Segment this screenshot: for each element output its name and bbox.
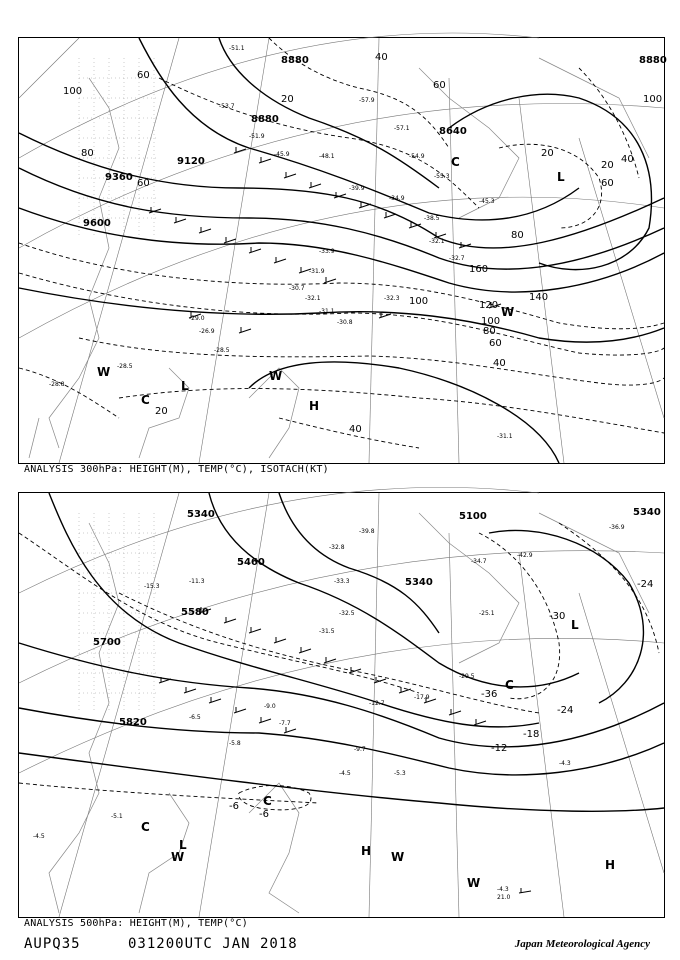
map-panel-500hpa xyxy=(18,492,665,918)
height-label: 5340 xyxy=(633,507,661,518)
height-label: 5340 xyxy=(187,509,215,520)
temp-label: -36 xyxy=(481,689,498,700)
high-center: H xyxy=(361,844,372,858)
warm-center: W xyxy=(467,876,481,890)
height-label: 5340 xyxy=(405,577,433,588)
height-label: 9360 xyxy=(105,172,133,183)
warm-center: W xyxy=(269,369,283,383)
isotach-label: 40 xyxy=(375,52,388,63)
temp-label: -18 xyxy=(523,729,540,740)
cold-center: C xyxy=(505,678,514,692)
wind-barbs xyxy=(159,607,486,733)
isotach-label: 100 xyxy=(643,94,663,105)
station-temp: -51.1 xyxy=(229,45,245,52)
station-temp: -57.9 xyxy=(359,97,375,104)
station-temp: -32.1 xyxy=(305,295,321,302)
station-temp: -7.7 xyxy=(279,720,291,727)
height-label: 5580 xyxy=(181,607,209,618)
caption-500hpa: ANALYSIS 500hPa: HEIGHT(M), TEMP(°C) xyxy=(24,918,248,929)
station-temp: -31.5 xyxy=(319,628,335,635)
station-temp: -54.9 xyxy=(409,153,425,160)
station-temp: -32.8 xyxy=(329,544,345,551)
station-temp: -33.9 xyxy=(319,248,335,255)
station-temp: -48.1 xyxy=(319,153,335,160)
valid-time: 031200UTC JAN 2018 xyxy=(128,936,298,952)
station-temp: -28.8 xyxy=(49,381,65,388)
isotach-label: 20 xyxy=(601,160,614,171)
station-temp: -55.3 xyxy=(434,173,450,180)
low-center: L xyxy=(181,379,189,393)
isotach-label: 140 xyxy=(529,292,549,303)
low-center: L xyxy=(571,618,579,632)
station-temp: -29.5 xyxy=(459,673,475,680)
station-temp: -25.1 xyxy=(479,610,495,617)
station-temp: -45.9 xyxy=(274,151,290,158)
isotach-label: 60 xyxy=(137,70,150,81)
height-contours xyxy=(19,38,664,463)
station-temp: -34.9 xyxy=(389,195,405,202)
station-temp: -32.5 xyxy=(339,610,355,617)
height-label: 5820 xyxy=(119,717,147,728)
isotach-label: 100 xyxy=(481,316,501,327)
station-temp: -38.5 xyxy=(424,215,440,222)
isotach-label: 80 xyxy=(81,148,94,159)
station-temp: -30.8 xyxy=(337,319,353,326)
station-temp: -33.3 xyxy=(334,578,350,585)
isotach-label: 60 xyxy=(489,338,502,349)
wind-barb xyxy=(519,888,531,893)
isotach-label: 60 xyxy=(137,178,150,189)
temp-label: -30 xyxy=(549,611,566,622)
station-temp: -57.1 xyxy=(394,125,410,132)
height-label: 8880 xyxy=(281,55,309,66)
isotach-label: 20 xyxy=(281,94,294,105)
height-label: 5460 xyxy=(237,557,265,568)
station-obs-dew: 21.0 xyxy=(497,894,511,901)
height-label: 8880 xyxy=(251,114,279,125)
isotach-label: 160 xyxy=(469,264,489,275)
isotach-label: 20 xyxy=(155,406,168,417)
cold-center: C xyxy=(263,794,272,808)
graticule xyxy=(19,33,664,463)
temp-label: -12 xyxy=(491,743,508,754)
station-temp: -15.3 xyxy=(144,583,160,590)
station-temp: -30.7 xyxy=(289,285,305,292)
cold-center: C xyxy=(451,155,460,169)
graticule xyxy=(19,487,664,917)
station-temp: -29.0 xyxy=(189,315,205,322)
cold-center: C xyxy=(141,820,150,834)
warm-center: W xyxy=(391,850,405,864)
station-temp: -4.5 xyxy=(33,833,45,840)
station-temp: -34.7 xyxy=(471,558,487,565)
temp-label: -6 xyxy=(259,809,269,820)
station-temp: -5.1 xyxy=(111,813,123,820)
station-temp: -28.5 xyxy=(214,347,230,354)
high-center: H xyxy=(605,858,616,872)
station-temp: -31.1 xyxy=(319,308,335,315)
height-label: 5700 xyxy=(93,637,121,648)
isotach-label: 60 xyxy=(601,178,614,189)
stipple-area xyxy=(79,513,159,713)
chart-id: AUPQ35 xyxy=(24,936,81,952)
caption-300hpa: ANALYSIS 300hPa: HEIGHT(M), TEMP(°C), ISOTACH(KT) xyxy=(24,464,329,475)
map-panel-300hpa xyxy=(18,37,665,464)
map-300hpa-svg xyxy=(19,38,667,463)
height-label: 9600 xyxy=(83,218,111,229)
height-label: 8880 xyxy=(639,55,667,66)
agency-name: Japan Meteorological Agency xyxy=(514,938,650,950)
station-temp: -4.5 xyxy=(339,770,351,777)
station-temp: -42.9 xyxy=(517,552,533,559)
height-label: 8640 xyxy=(439,126,467,137)
isotach-label: 80 xyxy=(483,326,496,337)
station-temp: -53.7 xyxy=(219,103,235,110)
station-temp: -31.9 xyxy=(309,268,325,275)
station-temp: -9.0 xyxy=(264,703,276,710)
map-500hpa-svg xyxy=(19,493,664,917)
station-obs-temp: -4.3 xyxy=(497,886,509,893)
station-temp: -5.8 xyxy=(229,740,241,747)
station-temp: -39.9 xyxy=(349,185,365,192)
station-temp: -9.7 xyxy=(354,746,366,753)
station-temp: -45.3 xyxy=(479,198,495,205)
temp-label: -6 xyxy=(229,801,239,812)
low-center: L xyxy=(557,170,565,184)
station-temp: -51.9 xyxy=(249,133,265,140)
station-temp: -36.9 xyxy=(609,524,625,531)
isotach-label: 80 xyxy=(511,230,524,241)
warm-center: W xyxy=(97,365,111,379)
isotach-label: 100 xyxy=(63,86,83,97)
isotach-label: 40 xyxy=(349,424,362,435)
isotach-label: 120 xyxy=(479,300,499,311)
station-temp: -4.3 xyxy=(559,760,571,767)
station-temp: -28.5 xyxy=(117,363,133,370)
station-temp: -32.1 xyxy=(429,238,445,245)
cold-center: C xyxy=(141,393,150,407)
height-label: 9120 xyxy=(177,156,205,167)
station-temp: -12.7 xyxy=(369,700,385,707)
warm-center: W xyxy=(501,305,515,319)
station-temp: -5.3 xyxy=(394,770,406,777)
station-temp: -26.9 xyxy=(199,328,215,335)
station-temp: -39.8 xyxy=(359,528,375,535)
temp-label: -24 xyxy=(637,579,654,590)
isotach-label: 20 xyxy=(541,148,554,159)
isotach-label: 100 xyxy=(409,296,429,307)
warm-center: W xyxy=(171,850,185,864)
station-temp: -32.3 xyxy=(384,295,400,302)
isotach-label: 40 xyxy=(493,358,506,369)
station-temp: -31.1 xyxy=(497,433,513,440)
station-temp: -32.7 xyxy=(449,255,465,262)
station-temp: -6.5 xyxy=(189,714,201,721)
low-center: L xyxy=(179,838,187,852)
high-center: H xyxy=(309,399,320,413)
isotach-label: 40 xyxy=(621,154,634,165)
station-temp: -11.3 xyxy=(189,578,205,585)
station-temp: -17.9 xyxy=(414,694,430,701)
temp-label: -24 xyxy=(557,705,574,716)
isotach-lines xyxy=(19,38,664,448)
isotach-label: 60 xyxy=(433,80,446,91)
height-label: 5100 xyxy=(459,511,487,522)
